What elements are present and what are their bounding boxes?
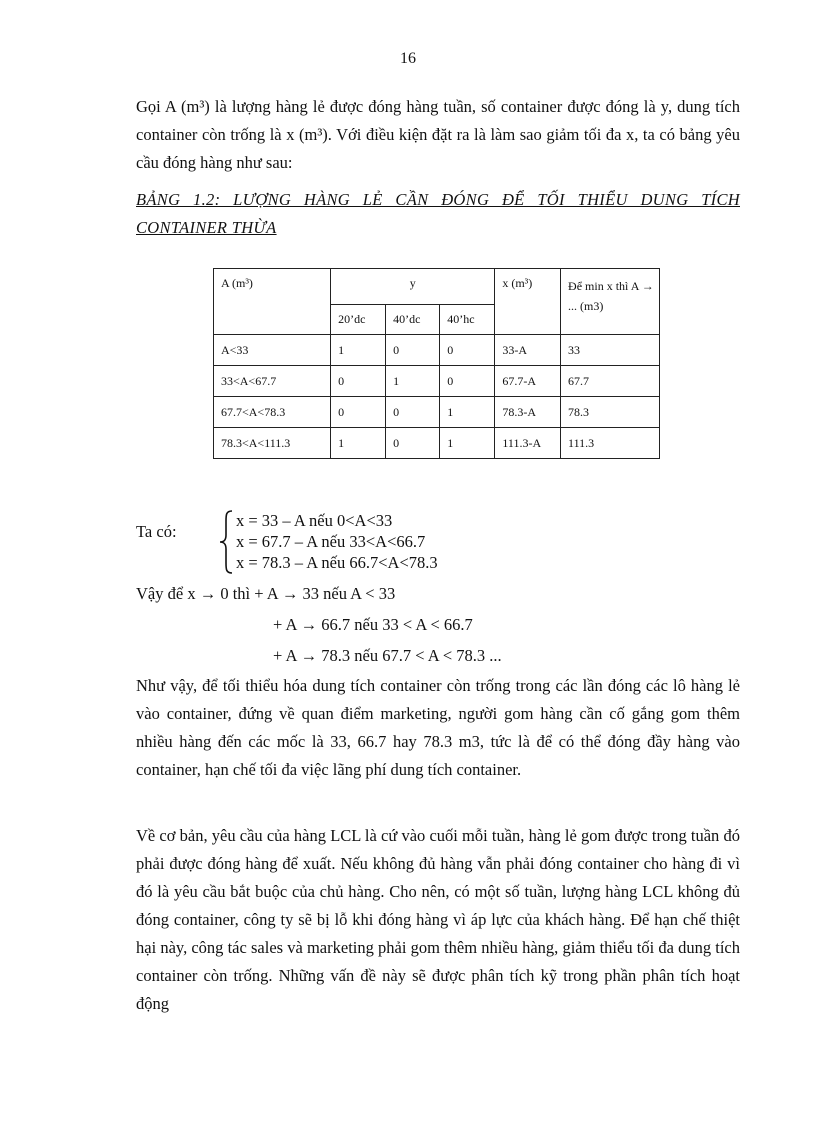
ta-co-label: Ta có: — [136, 522, 177, 541]
case-line: x = 78.3 – A nếu 66.7<A<78.3 — [236, 553, 438, 572]
case-line: x = 67.7 – A nếu 33<A<66.7 — [236, 532, 426, 551]
case-line: x = 33 – A nếu 0<A<33 — [236, 511, 393, 530]
header-a: A (m³) — [214, 269, 331, 335]
cell-x: 33-A — [495, 335, 561, 366]
cell-a: 33<A<67.7 — [214, 366, 331, 397]
cell-min: 78.3 — [561, 397, 660, 428]
loading-requirements-table — [213, 268, 660, 459]
cell-40dc: 0 — [386, 397, 440, 428]
page-number: 16 — [400, 50, 416, 67]
cell-40hc: 0 — [440, 335, 495, 366]
table-row — [214, 335, 660, 366]
cell-x: 67.7-A — [495, 366, 561, 397]
cell-40hc: 1 — [440, 428, 495, 459]
table-row — [214, 428, 660, 459]
subheader-40hc: 40’hc — [440, 305, 495, 335]
table-row — [214, 397, 660, 428]
cell-20dc: 1 — [331, 335, 386, 366]
subheader-20dc: 20’dc — [331, 305, 386, 335]
curly-brace-icon — [218, 509, 234, 575]
cell-x: 111.3-A — [495, 428, 561, 459]
cell-20dc: 0 — [331, 397, 386, 428]
cell-40dc: 0 — [386, 335, 440, 366]
subheader-40dc: 40’dc — [386, 305, 440, 335]
cell-40dc: 1 — [386, 366, 440, 397]
cell-x: 78.3-A — [495, 397, 561, 428]
cell-a: 67.7<A<78.3 — [214, 397, 331, 428]
conclusion-line: Vậy để x → 0 thì + A → 33 nếu A < 33 — [136, 584, 396, 603]
table-row — [214, 366, 660, 397]
header-y: y — [331, 269, 495, 305]
cell-min: 67.7 — [561, 366, 660, 397]
paragraph-lcl: Về cơ bản, yêu cầu của hàng LCL là cứ vào cuối mỗi tuần, hàng lẻ gom được trong tuần đó phải được đóng hàng để xuất. Nếu không đủ hàng vẫn phải đóng container cho hàng đi vì đó là yêu cầu bắt buộc của chủ hàng. Cho nên, có một số tuần, lượng hàng LCL không đủ đóng container, công ty sẽ bị lỗ khi đóng hàng vì áp lực của khách hàng. Để hạn chế thiệt hại này, công tác sales và marketing phải gom thêm nhiều hàng, giảm thiểu tối đa dung tích container còn trống. Những vấn đề này sẽ được phân tích kỹ trong phần phân tích hoạt động — [136, 826, 740, 1013]
cell-20dc: 1 — [331, 428, 386, 459]
header-min: Để min x thì A → ... (m3) — [561, 269, 660, 335]
cell-min: 33 — [561, 335, 660, 366]
conclusion-line: + A → 66.7 nếu 33 < A < 66.7 — [273, 615, 473, 634]
cell-a: A<33 — [214, 335, 331, 366]
cell-40hc: 1 — [440, 397, 495, 428]
cell-a: 78.3<A<111.3 — [214, 428, 331, 459]
conclusion-line: + A → 78.3 nếu 67.7 < A < 78.3 ... — [273, 646, 502, 665]
piecewise-cases — [236, 510, 438, 573]
cell-40hc: 0 — [440, 366, 495, 397]
header-x: x (m³) — [495, 269, 561, 335]
intro-paragraph: Gọi A (m³) là lượng hàng lẻ được đóng hàng tuần, số container được đóng là y, dung tích container còn trống là x (m³). Với điều kiện đặt ra là làm sao giảm tối đa x, ta có bảng yêu cầu đóng hàng như sau: — [136, 97, 740, 172]
cell-min: 111.3 — [561, 428, 660, 459]
table-caption: BẢNG 1.2: LƯỢNG HÀNG LẺ CẦN ĐÓNG ĐỂ TỐI THIỂU DUNG TÍCH CONTAINER THỪA — [136, 190, 740, 237]
paragraph-marketing: Như vậy, để tối thiểu hóa dung tích container còn trống trong các lần đóng các lô hàng lẻ vào container, đứng về quan điểm marketing, người gom hàng cần cố gắng gom thêm nhiều hàng đến các mốc là 33, 66.7 hay 78.3 m3, tức là để có thể đóng đầy hàng vào container, hạn chế tối đa việc lãng phí dung tích container. — [136, 676, 740, 779]
cell-20dc: 0 — [331, 366, 386, 397]
cell-40dc: 0 — [386, 428, 440, 459]
